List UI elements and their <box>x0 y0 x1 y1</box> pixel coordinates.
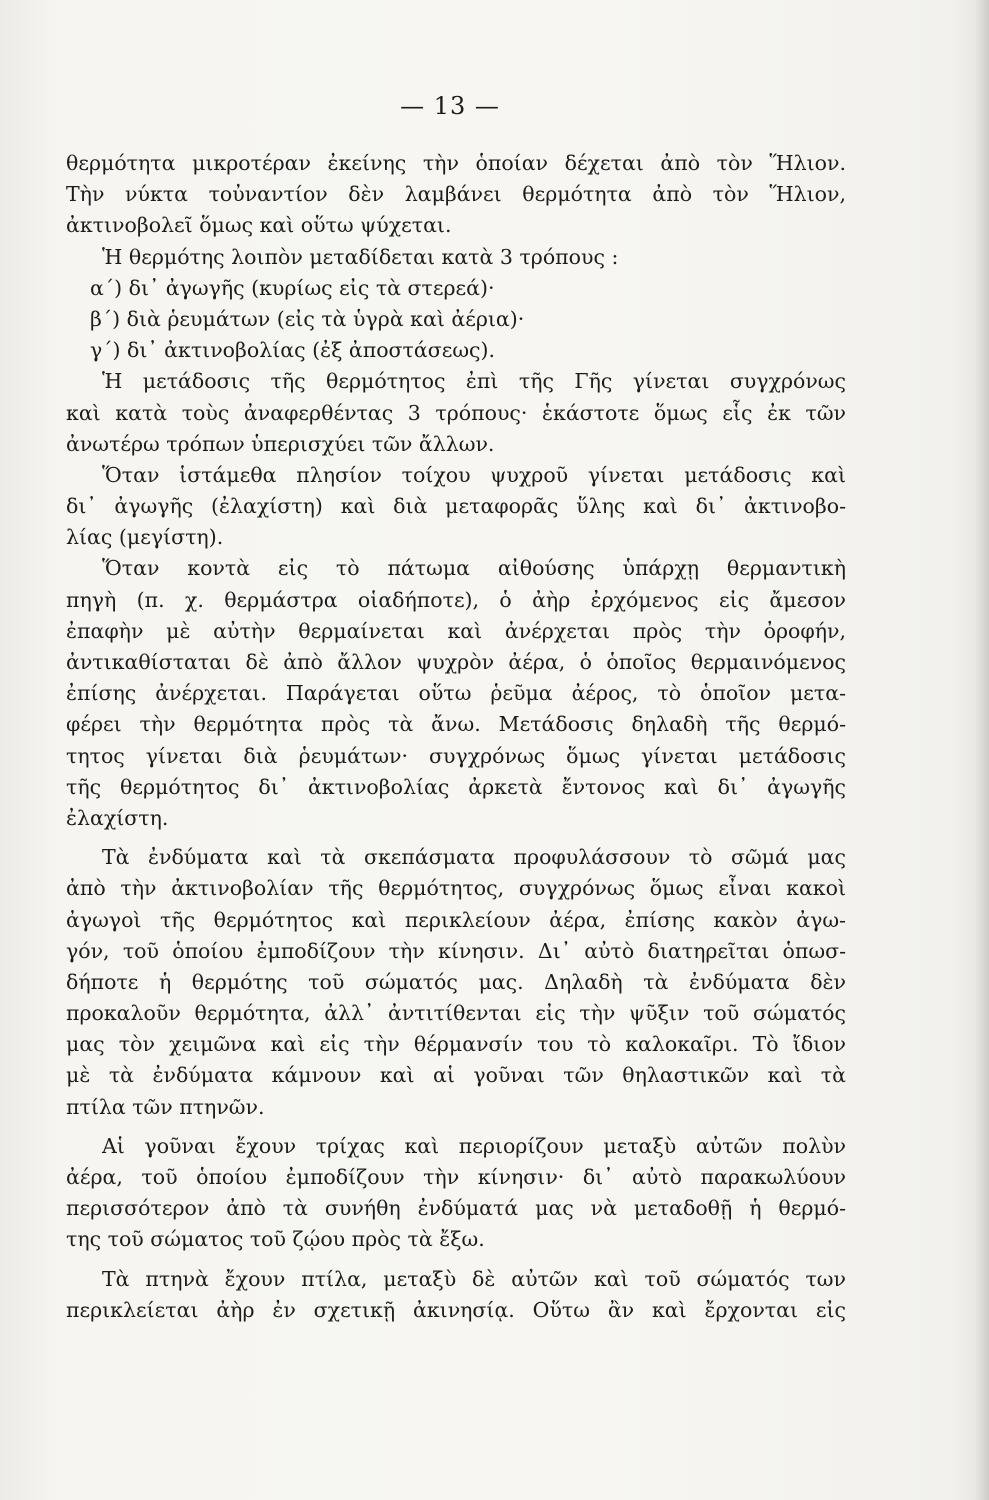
text-line: Ἡ μετάδοσις τῆς θερμότητος ἐπὶ τῆς Γῆς γίνεται συγχρόνως <box>102 369 846 394</box>
page-number: — 13 — <box>400 92 500 120</box>
text-line: Ὅταν κοντὰ εἰς τὸ πάτωμα αἰθούσης ὑπάρχῃ θερμαντικὴ <box>102 556 846 581</box>
text-line: τητος γίνεται διὰ ῥευμάτων· συγχρόνως ὅμως γίνεται μετάδοσις <box>66 743 846 768</box>
text-line: Αἱ γοῦναι ἔχουν τρίχας καὶ περιορίζουν μεταξὺ αὐτῶν πολὺν <box>102 1133 846 1158</box>
list-item: γ΄) δι᾿ ἀκτινοβολίας (ἐξ ἀποστάσεως). <box>90 338 496 363</box>
text-line: ἀνωτέρω τρόπων ὑπερισχύει τῶν ἄλλων. <box>66 431 495 456</box>
page-edge-shadow <box>975 0 989 1500</box>
text-line: Ὅταν ἱστάμεθα πλησίον τοίχου ψυχροῦ γίνεται μετάδοσις καὶ <box>102 462 846 487</box>
text-line: θερμότητα μικροτέραν ἐκείνης τὴν ὁποίαν δέχεται ἀπὸ τὸν Ἥλιον. <box>66 151 846 175</box>
paragraph-gap <box>66 1123 846 1131</box>
text-line: φέρει τὴν θερμότητα πρὸς τὰ ἄνω. Μετάδοσις δηλαδὴ τῆς θερμό- <box>66 712 846 737</box>
text-line: δήποτε ἡ θερμότης τοῦ σώματός μας. Δηλαδὴ τὰ ἐνδύματα δὲν <box>66 969 846 994</box>
text-line: Τὰ πτηνὰ ἔχουν πτίλα, μεταξὺ δὲ αὐτῶν καὶ τοῦ σώματός των <box>102 1266 846 1291</box>
text-line: Ἡ θερμότης λοιπὸν μεταδίδεται κατὰ 3 τρόπους : <box>102 244 619 269</box>
text-line: Τὴν νύκτα τοὐναντίον δὲν λαμβάνει θερμότητα ἀπὸ τὸν Ἥλιον, <box>66 182 846 207</box>
text-line: μὲ τὰ ἐνδύματα κάμνουν καὶ αἱ γοῦναι τῶν θηλαστικῶν καὶ τὰ <box>66 1063 846 1088</box>
list-item: α΄) δι᾿ ἀγωγῆς (κυρίως εἰς τὰ στερεά)· <box>90 275 495 300</box>
text-line: ἐπαφὴν μὲ αὐτὴν θερμαίνεται καὶ ἀνέρχεται πρὸς τὴν ὀροφήν, <box>66 618 846 643</box>
text-line: ἀέρα, τοῦ ὁποίου ἐμποδίζουν τὴν κίνησιν· δι᾿ αὐτὸ παρακωλύουν <box>66 1165 846 1189</box>
text-line: δι᾿ ἀγωγῆς (ἐλαχίστη) καὶ διὰ μεταφορᾶς ὕλης καὶ δι᾿ ἀκτινοβο- <box>66 494 846 519</box>
text-line: ἐπίσης ἀνέρχεται. Παράγεται οὕτω ῥεῦμα ἀέρος, τὸ ὁποῖον μετα- <box>66 681 846 706</box>
paragraph-gap <box>66 1256 846 1264</box>
text-line: ἀπὸ τὴν ἀκτινοβολίαν τῆς θερμότητος, συγχρόνως ὅμως εἶναι κακοὶ <box>66 876 846 901</box>
text-line: της τοῦ σώματος τοῦ ζῴου πρὸς τὰ ἔξω. <box>66 1227 485 1252</box>
text-line: γόν, τοῦ ὁποίου ἐμποδίζουν τὴν κίνησιν. Δι᾿ αὐτὸ διατηρεῖται ὁπωσ- <box>66 938 846 963</box>
text-line: πτίλα τῶν πτηνῶν. <box>66 1094 265 1119</box>
text-line: ἀντικαθίσταται δὲ ἀπὸ ἄλλον ψυχρὸν ἀέρα, ὁ ὁποῖος θερμαινόμενος <box>66 650 846 674</box>
text-line: προκαλοῦν θερμότητα, ἀλλ᾿ ἀντιτίθενται εἰς τὴν ψῦξιν τοῦ σώματός <box>66 1001 846 1026</box>
text-line: τῆς θερμότητος δι᾿ ἀκτινοβολίας ἀρκετὰ ἔντονος καὶ δι᾿ ἀγωγῆς <box>66 774 846 799</box>
text-line: μας τὸν χειμῶνα καὶ εἰς τὴν θέρμανσίν του τὸ καλοκαῖρι. Τὸ ἴδιον <box>66 1032 846 1057</box>
text-line: πηγὴ (π. χ. θερμάστρα οἱαδήποτε), ὁ ἀὴρ ἐρχόμενος εἰς ἄμεσον <box>66 587 846 612</box>
text-line: ἀκτινοβολεῖ ὅμως καὶ οὕτω ψύχεται. <box>66 213 452 238</box>
text-line: ἐλαχίστη. <box>66 805 169 830</box>
text-line: Τὰ ἐνδύματα καὶ τὰ σκεπάσματα προφυλάσσουν τὸ σῶμά μας <box>102 845 846 870</box>
page-text <box>66 148 846 1326</box>
paragraph-gap <box>66 834 846 842</box>
text-line: περισσότερον ἀπὸ τὰ συνήθη ἐνδύματά μας νὰ μεταδοθῇ ἡ θερμό- <box>66 1196 846 1221</box>
list-item: β΄) διὰ ῥευμάτων (εἰς τὰ ὑγρὰ καὶ ἀέρια)· <box>90 306 525 331</box>
text-line: λίας (μεγίστη). <box>66 525 224 550</box>
text-line: ἀγωγοὶ τῆς θερμότητος καὶ περικλείουν ἀέρα, ἐπίσης κακὸν ἀγω- <box>66 907 846 932</box>
text-line: καὶ κατὰ τοὺς ἀναφερθέντας 3 τρόπους· ἑκάστοτε ὅμως εἷς ἐκ τῶν <box>66 400 846 425</box>
text-line: περικλείεται ἀὴρ ἐν σχετικῇ ἀκινησίᾳ. Οὕτω ἂν καὶ ἔρχονται εἰς <box>66 1297 846 1322</box>
